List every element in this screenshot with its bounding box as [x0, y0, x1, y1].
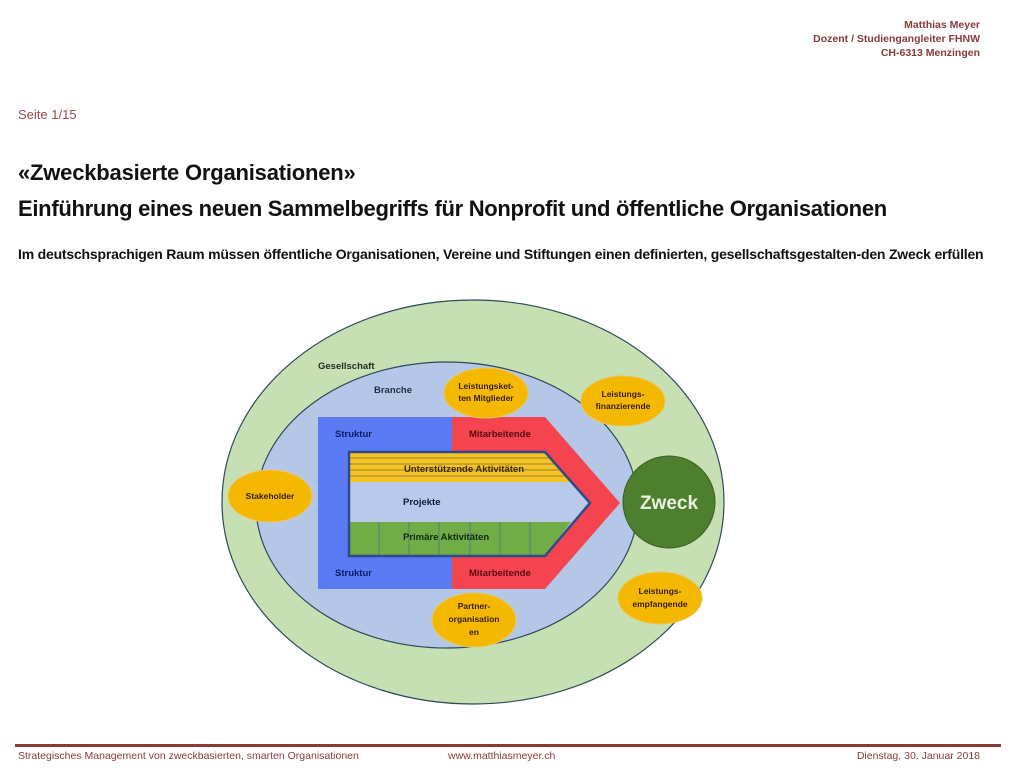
purpose-label: Zweck [639, 493, 699, 514]
structure-top-label: Struktur [335, 429, 372, 440]
svg-text:ten Mitglieder: ten Mitglieder [458, 393, 514, 403]
support-activities-label: Unterstützende Aktivitäten [404, 464, 524, 475]
staff-top-label: Mitarbeitende [469, 429, 531, 440]
svg-text:Partner-: Partner- [457, 601, 491, 611]
author-role: Dozent / Studiengangleiter FHNW [813, 33, 980, 45]
svg-text:organisation: organisation [448, 614, 500, 624]
svg-text:empfangende: empfangende [632, 599, 688, 609]
society-label: Gesellschaft [318, 361, 375, 372]
footer-course: Strategisches Management von zweckbasierten, smarten Organisationen [18, 750, 359, 762]
bubble-stakeholder [228, 470, 312, 522]
footer-website: www.matthiasmeyer.ch [448, 750, 556, 762]
staff-bottom-label: Mitarbeitende [469, 568, 531, 579]
author-name: Matthias Meyer [904, 19, 980, 31]
footer-divider [15, 744, 1001, 747]
svg-text:Stakeholder: Stakeholder [245, 491, 295, 501]
lead-paragraph: Im deutschsprachigen Raum müssen öffentliche Organisationen, Vereine und Stiftungen einen definierten, gesellschaftsgestalten-den Zweck erfüllen [18, 246, 984, 262]
projects-label: Projekte [403, 497, 441, 508]
svg-text:Leistungs-: Leistungs- [601, 389, 645, 399]
primary-activities-label: Primäre Aktivitäten [403, 532, 490, 543]
document-subtitle: Einführung eines neuen Sammelbegriffs für Nonprofit und öffentliche Organisationen [18, 196, 887, 221]
page-indicator: Seite 1/15 [18, 107, 77, 122]
bubble-funders [581, 376, 665, 426]
document-title: «Zweckbasierte Organisationen» [18, 160, 356, 185]
svg-text:finanzierende: finanzierende [595, 401, 651, 411]
footer-date: Dienstag, 30. Januar 2018 [856, 750, 980, 762]
bubble-chain-members [444, 368, 528, 418]
svg-text:Leistungs-: Leistungs- [638, 586, 682, 596]
structure-bottom-label: Struktur [335, 568, 372, 579]
author-location: CH-6313 Menzingen [880, 47, 980, 59]
svg-text:en: en [469, 627, 479, 637]
bubble-partners [432, 593, 516, 647]
branch-label: Branche [374, 385, 413, 396]
bubble-recipients [618, 572, 702, 624]
svg-text:Leistungsket-: Leistungsket- [458, 381, 514, 391]
